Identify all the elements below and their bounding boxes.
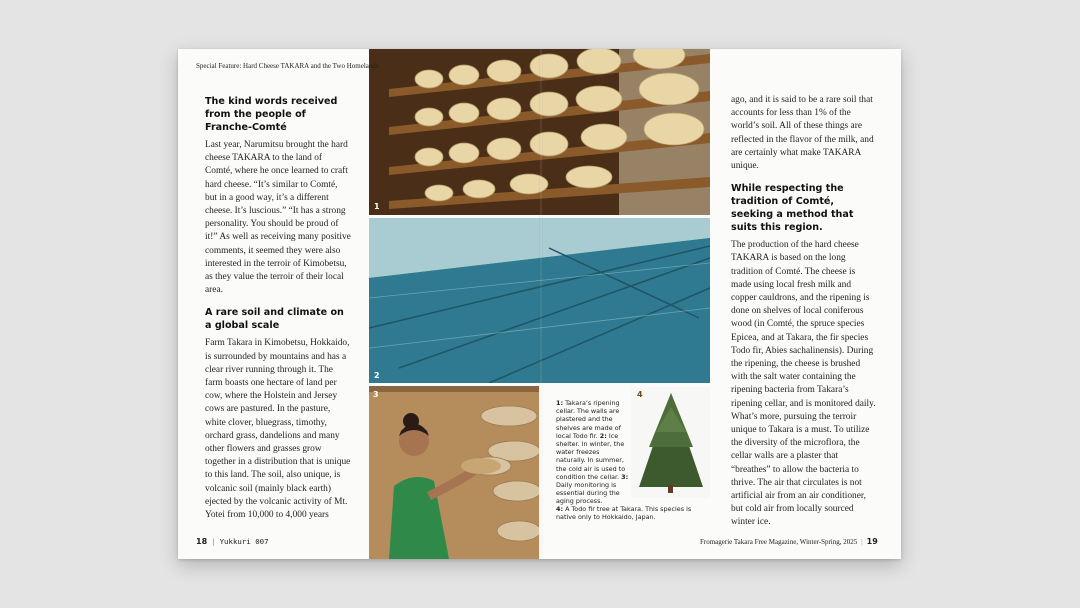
photo-number-3: 3 [373,390,379,399]
right-page-number: 19 [866,537,878,546]
photo-todo-fir [631,387,710,498]
right-article-column [731,94,877,530]
caption-3-number: 3: [621,472,629,481]
paragraph-terroir: What’s more, pursuing the terroir unique to Takara is a must. To utilize the diversity of the microflora, the cellar walls are a plaster that “breathes” to allow the bacteria to thrive. The air that circulates is not artificial air from an air conditioner, but cold air from locally sourced winter ice. [731,411,870,528]
right-footer-title: Fromagerie Takara Free Magazine, Winter-Spring, 2025 [700,538,858,546]
paragraph-franche-comte: Last year, Narumitsu brought the hard cheese TAKARA to the land of Comté, where he once learned to craft hard cheese. “It’s similar to Comté, but in a good way, it’s a different cheese. It’s luscious.” “It has a strong personality. You should be proud of it!” As well as receiving many positive comments, it seemed they were also interested in the terroir of Kimobetsu, as they value the terroir of their local area. [205,140,351,296]
cheese-shelves-illustration [369,49,710,215]
left-footer-title: Yukkuri 007 [219,537,269,546]
caption-1-number: 1: [556,399,564,407]
section-heading-rare-soil: A rare soil and climate on a global scale [205,307,344,332]
photo-number-2: 2 [374,371,380,380]
left-article-column [205,95,351,522]
photo-daily-monitoring [369,386,539,559]
caption-3-text: Daily monitoring is essential during the aging process. [556,481,620,506]
caption-1-text: Takara’s ripening cellar. The walls are plastered and the shelves are made of local Todo fir. [556,399,621,440]
caption-2-text: Ice shelter. In winter, the water freezes naturally. In summer, the cold air is used to condition the cellar. [556,431,626,481]
ice-shelter-illustration [369,218,710,383]
paragraph-production: The production of the hard cheese TAKARA is based on the long tradition of Comté. The cheese is made using local fresh milk and copper cauldrons, and the ripening is done on shelves of local coniferous wood (in Comté, the spruce species Epicea, and at Takara, the fir species Todo fir, Abies sachalinensis). During the ripening, the cheese is brushed with the salt water containing the ripening bacteria from Takara’s ripening cellar, and is monitored daily. [731,240,876,409]
caption-2-number: 2: [599,431,607,440]
right-folio: Fromagerie Takara Free Magazine, Winter-Spring, 2025 | 19 [700,537,878,546]
left-folio: 18 | Yukkuri 007 [196,537,269,546]
photo-ice-shelter [369,218,710,383]
caption-4-text: A Todo fir tree at Takara. This species is native only to Hokkaido, Japan. [556,505,692,522]
caption-4-number: 4: [556,505,564,513]
section-heading-franche-comte: The kind words received from the people of Franche-Comté [205,96,338,133]
photo-ripening-cellar [369,49,710,215]
photo-number-1: 1 [374,202,380,211]
paragraph-soil-continued: ago, and it is said to be a rare soil that accounts for less than 1% of the world’s soil. All of these things are reflected in the flavor of the milk, and are certainly what make TAKARA unique. [731,95,874,172]
paragraph-rare-soil: Farm Takara in Kimobetsu, Hokkaido, is surrounded by mountains and has a clear river running through it. The farm boasts one hectare of land per cow, where the Holstein and Jersey cows are pastured. In the pasture, white clover, bluegrass, timothy, orchard grass, dandelions and many other flowers and grasses grow together in a distribution that is unique to this land. The soil, also unique, is volcanic soil (mainly black earth) ejected by the volcanic activity of Mt. Yotei from 10,000 to 4,000 years [205,338,351,521]
photo-captions [556,399,630,506]
running-header: Special Feature: Hard Cheese TAKARA and the Two Homelands [196,62,379,70]
photo-number-4: 4 [637,390,643,399]
left-page-number: 18 [196,537,208,546]
monitoring-illustration [369,386,539,559]
photo-caption-4 [556,505,706,521]
section-heading-tradition: While respecting the tradition of Comté, seeking a method that suits this region. [731,183,854,234]
fir-tree-illustration [631,387,710,498]
